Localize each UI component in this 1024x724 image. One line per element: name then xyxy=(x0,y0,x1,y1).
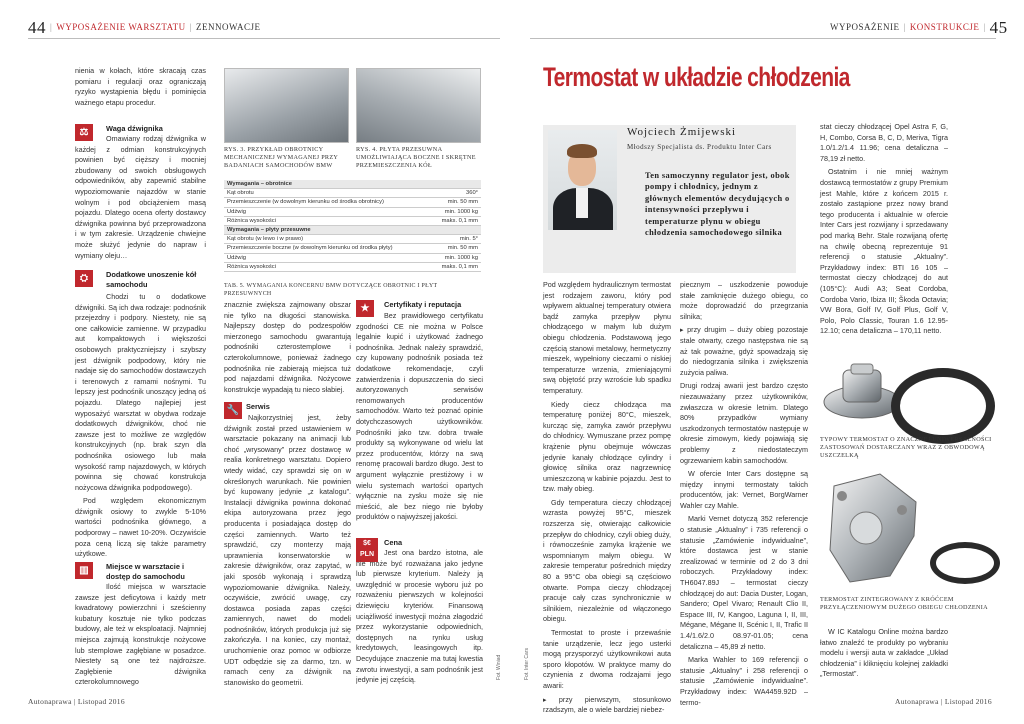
s3-title: Miejsce w warsztacie i dostęp do samochodu xyxy=(106,562,185,581)
gasket-ring-photo-2 xyxy=(930,542,1000,584)
left-header-rule xyxy=(28,38,500,39)
s6-body: Jest ona bardzo istotna, ale nie może być rozważana jako jedyne lub pierwsze kryterium. Należy ją uwzględnić w procesie wyboru już po rozważeniu pierwszych w kolejności dziewięciu kryteriów. Finansową uciążliwość inwestycji można złagodzić przez wykorzystanie odpowiednich, dostępnych na rynku usług kredytowych, leasingowych itp. Decydujące znaczenie ma tutaj kwestia zwrotu inwestycji, a sam podnośnik jest jedynie jej częścią. xyxy=(356,548,483,685)
left-subsection: ZENNOWACJE xyxy=(195,22,261,33)
left-footer: Autonaprawa | Listopad 2016 xyxy=(28,697,125,706)
figure-3-caption: RYS. 3. PRZYKŁAD OBROTNICY MECHANICZNEJ WYMAGANEJ PRZY BADANIACH SAMOCHODÓW BMW xyxy=(224,146,338,169)
s1-body: Omawiany rodzaj dźwignika w każdej z odmian konstrukcyjnych powinien być cięższy i mocniej zbudowany od swoich obsługowych odpowiedników, aby zapewnić stabilne wypoziomowanie najazdów w stanie wolnym i pod obciążeniem masą pojazdu. Dlatego ocena oferty dostawcy dźwignika powinna być przeprowadzona i w tym zakresie. Urządzenie chwiejne może służyć jedynie do napraw i wymiany oleju… xyxy=(75,134,206,260)
s6-title: Cena xyxy=(384,538,403,547)
bullet-2: przy drugim – duży obieg pozostaje stale otwarty, czego następstwa nie są aż tak poważne, gdyż spowadzają się do niedogrzania silnika i zwiększenia zużycia paliwa. xyxy=(680,325,808,377)
turntable-photo xyxy=(224,68,349,143)
s4-body: Najkorzystniej jest, żeby dźwignik został przed ustawieniem w warsztacie pokazany na animacji lub choć „wrysowany” przez dostawcę w realia konkretnego warsztatu. Dopiero wtedy widać, czy sprawdzi się on w określonych warunkach. Nie powinien być kupowany jedynie „z katalogu”. Instalacji dźwignika powinna dokonać ekipa autoryzowana przez jego producenta i posiadająca dostęp do części zamiennych. Warto też sprawdzić, czy monterzy mają uprawnienia konserwatorskie w zakresie dźwigników, oraz zapytać, w jaki sposób wykonają i sprawdzą wypoziomowanie dźwignika. Należy, oczywiście, zwrócić uwagę, czy dostawca posiada zapas części zamiennych, nawet do modeli podnośników, których produkcja już się zakończyła. I na koniec, czy montaż, uruchomienie oraz pomoc w odbiorze UDT odbędzie się za darmo, tzn. w ramach ceny za dźwignik na stanowisko do geometrii. xyxy=(224,413,351,687)
left-section: WYPOSAŻENIE WARSZTATU xyxy=(56,22,186,33)
left-col1-intro: nienia w kołach, które skracają czas pomiaru i regulacji oraz ograniczają ryzyko wystąpienia błędu i pominięcia ważnego etapu procedur. xyxy=(75,66,206,107)
left-header: 44 | WYPOSAŻENIE WARSZTATU | ZENNOWACJE xyxy=(28,18,261,37)
right-header: WYPOSAŻENIE | KONSTRUKCJE | 45 xyxy=(830,18,1008,37)
table-row: Różnica wysokości maks. 0,1 mm xyxy=(224,216,481,225)
garage-space-icon: ▥ xyxy=(75,562,93,579)
right-photo-credit: Fot. Inter Cars xyxy=(524,648,530,680)
s1-title: Waga dźwignika xyxy=(106,124,163,133)
right-page-number: 45 xyxy=(989,18,1008,37)
right-col1: Pod względem hydraulicznym termostat jest rodzajem zaworu, który pod wpływem aktualnej temperatury otwiera bądź zamyka przepływ płynu chłodzącego w małym lub dużym obiegu chłodzenia. Podstawową jego częścią stanowi metalowy, hermetyczny mieszek, wypełniony cieczami o niskiej temperaturze wrzenia, zmieniającymi swą objętość przy wzroście lub spadku temperatury. Kiedy ciecz chłodząca ma temperaturę poniżej 80°C, mieszek, kurcząc się, zamyka zawór przepływu do chłodnicy. Wymuszane przez pompę krążenie płynu obejmuje wówczas jedynie kanały chłodzące cylindry i głowicę silnika oraz nagrzewnicę umieszczoną w kabinie pojazdu. Jest to tzw. mały obieg. Gdy temperatura cieczy chłodzącej wzrasta powyżej 95°C, mieszek rozszerza się, otwierając całkowicie przepływ do chłodnicy, czyli obieg duży, i równocześnie zamyka krążenie we wspomnianym małym obiegu. W zakresie temperatur pośrednich między 80 a 95°C oba obiegi są częściowo otwarte. Pompa cieczy chłodzącej pracuje cały czas synchronicznie w silnikiem, niezależnie od włączonego obiegu. Termostat to proste i przewaśnie tanie urządzenie, lecz jego usterki mogą przysporzyć użytkownikowi auta sporo kłopotów. W praktyce mamy do czynienia z dwoma rodzajami jego awarii: ▸ przy pierwszym, stosunkowo rzadszym, ale o wiele bardziej niebez- xyxy=(543,280,672,715)
left-col2-top: znacznie zwiększa zajmowany obszar nie tylko na długości stanowiska. Najlepszy dostęp do podzespołów mierzonego samochodu gwarantują podnośniki czterostemplowe i czterokolumnowe, ponieważ żadnego podnośnika nie zabierają miejsca tuż pod najazdami dźwignika. Nożycowe konstrukcje wypadają tu nieco słabiej. xyxy=(224,300,351,394)
spec-table xyxy=(224,180,481,272)
left-page-number: 44 xyxy=(28,18,46,37)
author-role: Młodszy Specjalista ds. Produktu Inter Cars xyxy=(627,143,772,151)
table-row: Przemieszczenie (w dowolnym kierunku od środka obrotnicy) min. 50 mm xyxy=(224,198,481,207)
table-row: Różnica wysokości maks. 0,1 mm xyxy=(224,262,481,271)
right-section: WYPOSAŻENIE xyxy=(830,22,900,33)
article-lead: Ten samoczynny regulator jest, obok pompy i chłodnicy, jednym z głównych elementów decydujących o intensywności przepływu i temperaturze płynu w obiegu chłodzenia samochodowego silnika xyxy=(645,171,790,238)
table-row: Przemieszczenie boczne (w dowolnym kierunku od środka płyty) min. 50 mm xyxy=(224,244,481,253)
s5-title: Certyfikaty i reputacja xyxy=(384,300,462,309)
thermostat-photo-2 xyxy=(820,466,926,590)
wrench-icon: 🔧 xyxy=(224,402,242,419)
bullet-1: przy pierwszym, stosunkowo rzadszym, ale o wiele bardziej niebez- xyxy=(543,694,672,715)
right-col3-bottom: W IC Katalogu Online można bardzo łatwo znaleźć te produkty po wybraniu modelu i wersji auta w zakładce „Układ chłodzenia” i kliknięciu kolejnej zakładki „Termostat”. xyxy=(820,627,948,679)
thermostat-caption-1: TYPOWY TERMOSTAT O ZNACZNEJ UNIWERSALNOŚCI ZASTOSOWAŃ DOSTARCZANY WRAZ Z OBWODOWĄ USZCZELKĄ xyxy=(820,436,992,459)
s3-body: Ilość miejsca w warsztacie zawsze jest deficytowa i każdy metr kwadratowy powierzchni i sześcienny kubatury kosztuje nie tylko podczas budowy, ale też w eksploatacji. Najmniej miejsca zajmują konstrukcje nożycowe lub stemplowe zagłębiane w posadzce. Niestety są one też najdroższe. Zagłębienie dźwignika czterokolumnowego xyxy=(75,582,206,687)
s2-title: Dodatkowe unoszenie kół samochodu xyxy=(106,270,197,289)
figure-4-caption: RYS. 4. PŁYTA PRZESUWNA UMOŻLIWIAJĄCA BOCZNE I SKRĘTNE PRZEMIESZCZENIA KÓŁ xyxy=(356,146,476,169)
right-col3-top: stat cieczy chłodzącej Opel Astra F, G, H, Combo, Corsa B, C, D, Meriva, Tigra 1.0/1.2/1.4 11.96; cena detaliczna – 78,19 zł netto. Ostatnim i nie mniej ważnym dostawcą termostatów z grupy Premium jest Mahle, które z końcem 2015 r. zostało zastąpione przez nowy brand tego producenta i aktualnie w ofercie Inter Cars jest rozwijany i sprzedawany pod marką Behr. Stale rozwijaną ofertę na chwilę obecną reprezentuje 91 referencji o statusie „Aktualny”. Przykładowy index: BTI 16 105 – termostat cieczy chłodzącej do aut (105°C): Audi A3; Seat Cordoba, Cordoba Vario, Ibiza III; Škoda Octavia; VW Bora, Golf IV, Golf Plus, Golf V, Polo, Polo Classic, Touran 1.6 12.95-12.10; cena detaliczna – 170,11 netto. xyxy=(820,122,948,336)
table-row: Kąt obrotu 360° xyxy=(224,189,481,198)
right-footer: Autonaprawa | Listopad 2016 xyxy=(895,697,992,706)
scale-icon: ⚖ xyxy=(75,124,93,141)
certificate-icon: ★ xyxy=(356,300,374,317)
s2-body: Chodzi tu o dodatkowe dźwigniki. Są ich dwa rodzaje: podnośnik przejezdny i podpory. Niestety, nie są one całkowicie zamienne. W przypadku aut kompaktowych i większości osobowych praktyczniejszy i szybszy jest dźwignik podpodowy, który nie nadaje się do samochodów dostawczych i terenowych z ramami nośnymi. Tu lepszy jest podnośnik unoszący jedną oś pojazdu. Dlatego najlepiej jest wyposażyć warsztat w obydwa rodzaje dodatkowych dźwigników, choć nie zawsze jest to możliwe ze względów konstrukcyjnych (np. brak szyn dla podnośnika osiowego lub mała wysokość ramp najazdowych, w których powinna się chować konstrukcja nożycowa dźwignika podpodowego). Pod względem ekonomicznym dźwignik osiowy to zwykle 5-10% wartości podnośnika głównego, a podporowy – nawet 10-20%. Oczywiście poza ceną liczą się także parametry użytkowe. xyxy=(75,292,206,559)
left-photo-credit: Fot. Winiad xyxy=(496,654,502,680)
s5-body: Bez prawidłowego certyfikatu zgodności CE nie można w Polsce legalnie kupić i użytkować żadnego podnośnika. Jednak należy sprawdzić, czy kupowany podnośnik posiada też dodatkowe rekomendacje, czyli zatwierdzenia i dopuszczenia do sieci autoryzowanych serwisów renomowanych producentów samochodów. Warto też poznać opinie dotychczasowych użytkowników. Podnośniki jako tzw. dobra trwałe produkty są wykonywane od wielu lat przez producentów, którzy na swą renomę pracowali bardzo długo. Jest to argument wyłącznie prestiżowy i w wielu systemach wartości opartych wyłącznie na zysku może się nie mieścić, ale bez niego nie byłoby produktów o najwyższej jakości. xyxy=(356,311,483,522)
price-pln-icon: $€ PLN xyxy=(356,538,378,562)
lift-wheel-icon: ⛭ xyxy=(75,270,93,287)
s4-title: Serwis xyxy=(246,402,270,411)
table-row: Udźwig min. 1000 kg xyxy=(224,253,481,262)
thermostat-caption-2: TERMOSTAT ZINTEGROWANY Z KRÓĆCEM PRZYŁĄCZENIOWYM DUŻEGO OBIEGU CHŁODZENIA xyxy=(820,596,988,611)
spec-section-1: Wymagania – obrotnice xyxy=(224,180,481,189)
right-col2: piecznym – uszkodzenie powoduje stałe zamknięcie dużego obiegu, co może doprowadzić do przegrzania silnika; ▸ przy drugim – duży obieg pozostaje stale otwarty, czego następstwa nie są aż tak poważne, gdyż spowadzają się do niedogrzania silnika i zwiększenia zużycia paliwa. Drugi rodzaj awarii jest bardzo często niezauważany przez użytkowników, zwłaszcza w okresie letnim. Dlatego 80% przypadków wymiany uszkodzonych termostatów następuje w okresie zimowym, kiedy pojawiają się problemy z niedostateczym ogrzewaniem kabin samochodów. W ofercie Inter Cars dostępne są między innymi termostaty takich producentów, jak: Vernet, BorgWarner Wahler czy Mahle. Marki Vernet dotyczą 352 referencje o statusie „Aktualny” i 735 referencji o statusie „Zamówienie indywidualne”, które dostawca jest w stanie zrealizować w terminie od 2 do 3 dni roboczych. Przykładowy index: TH6047.89J – termostat cieczy chłodzącej do aut: Dacia Duster, Logan, Sandero; Opel Vivaro; Renault Clio II, Espace III, IV, Kangoo, Laguna I, II, III, Mégane, Mégane II, Scénic I, II, Trafic II 1.4/1.6/2.0 08.97-01.05; cena detaliczna – 45,89 zł netto. Marka Wahler to 169 referencji o statusie „Aktualny” i 258 referencji o statusie „Zamówienie indywidualne”. Przykładowy index: WA4459.92D – termo- xyxy=(680,280,808,707)
right-subsection: KONSTRUKCJE xyxy=(909,22,980,33)
table-row: Udźwig min. 1000 kg xyxy=(224,207,481,216)
right-header-rule xyxy=(530,38,996,39)
table-caption: TAB. 5. WYMAGANIA KONCERNU BMW DOTYCZĄCE OBROTNIC I PŁYT PRZESUWNYCH xyxy=(224,283,438,297)
gasket-ring-photo xyxy=(891,368,995,444)
slide-plate-photo xyxy=(356,68,481,143)
author-portrait xyxy=(548,130,617,230)
table-row: Kąt obrotu (w lewo i w prawo) min. 5° xyxy=(224,235,481,244)
article-title: Termostat w układzie chłodzenia xyxy=(543,62,850,92)
author-name: Wojciech Żmijewski xyxy=(627,126,737,138)
thermostat-photo-1 xyxy=(821,362,903,428)
spec-section-2: Wymagania – płyty przesuwne xyxy=(224,226,481,235)
